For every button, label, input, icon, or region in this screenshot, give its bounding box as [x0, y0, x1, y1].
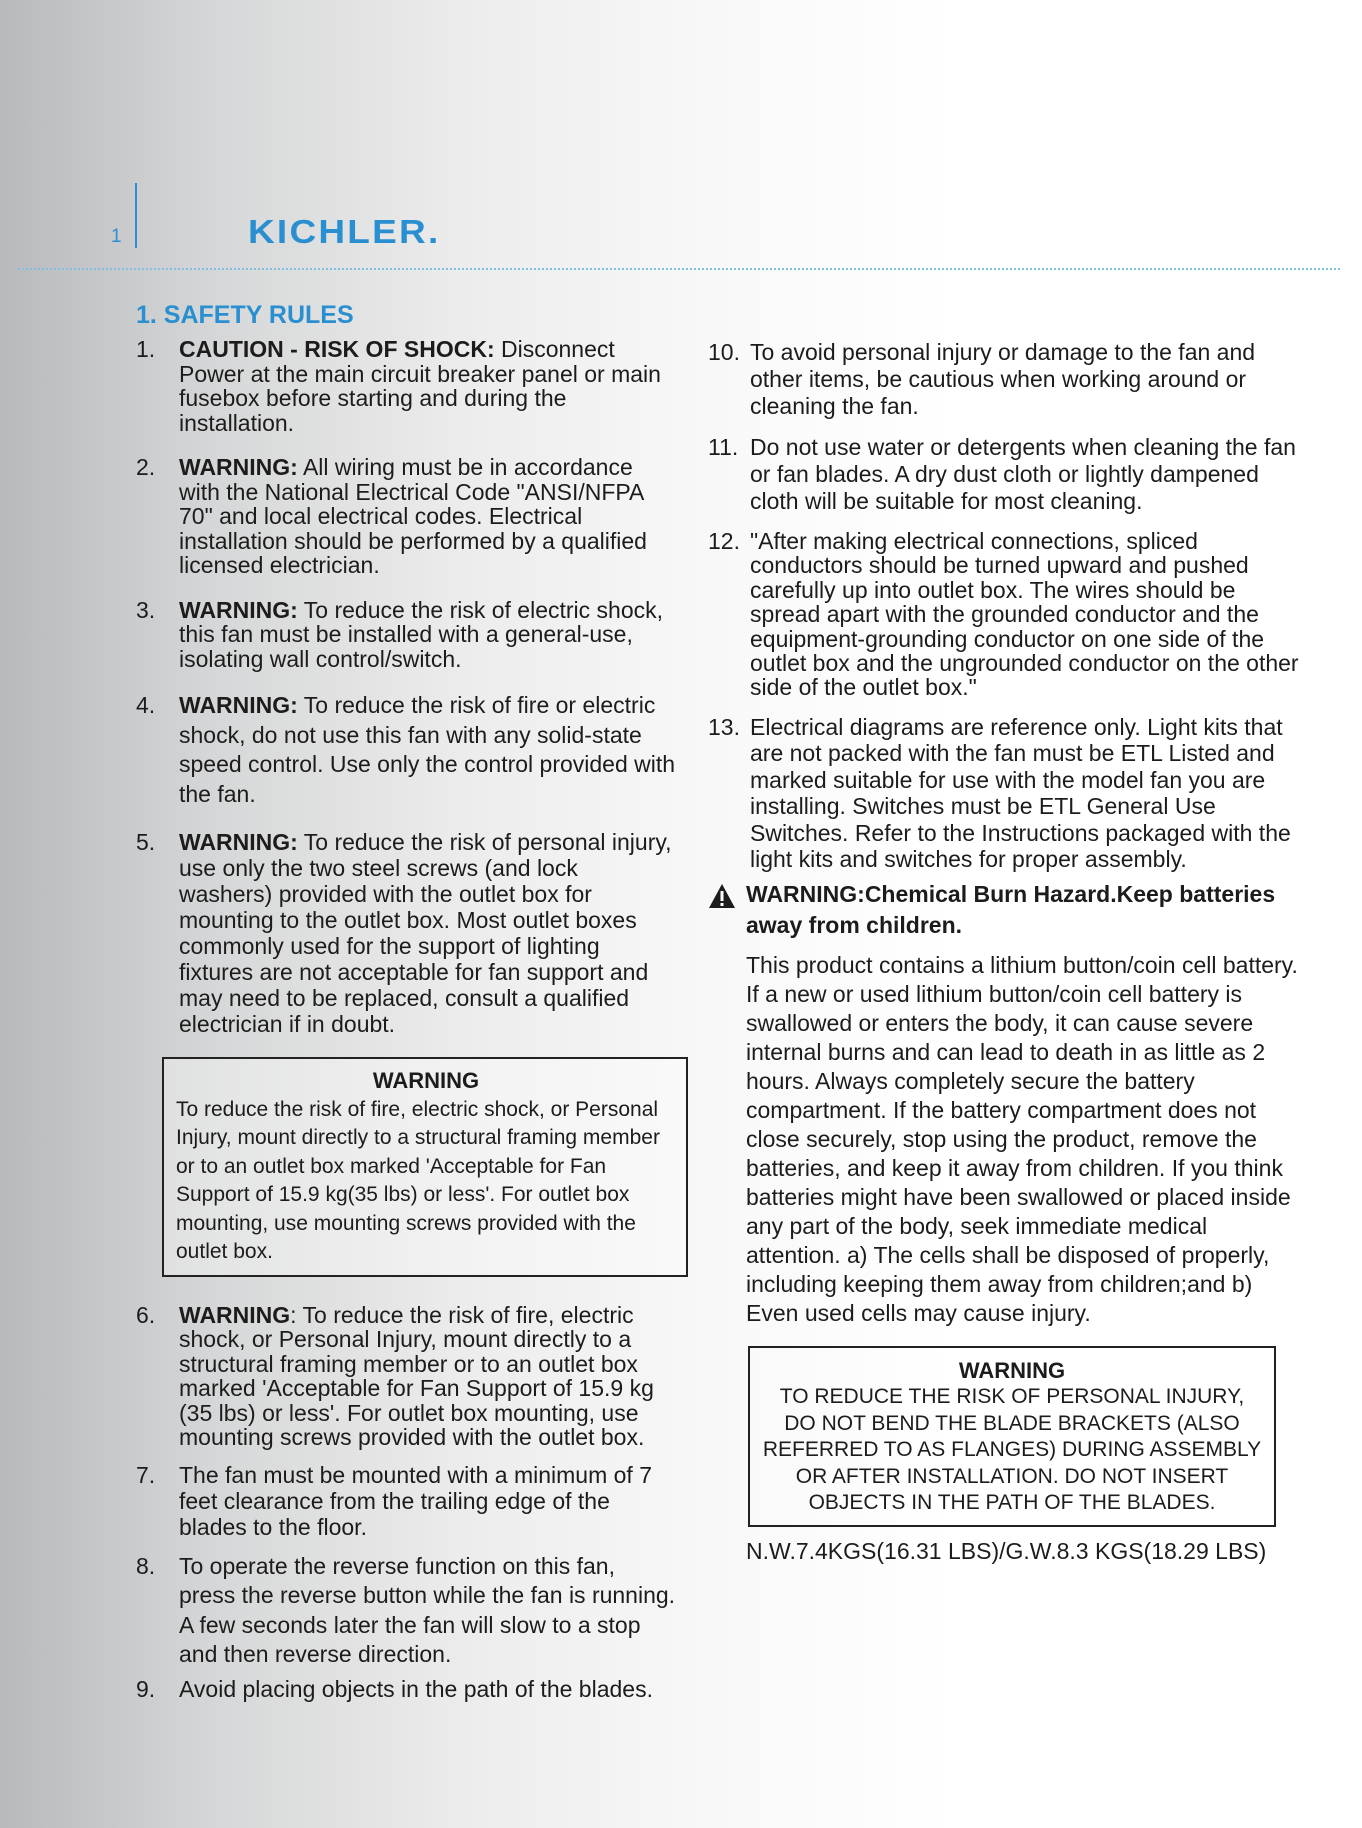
rule-text: Disconnect Power at the main circuit breaker panel or main fusebox before starting and during the installation.	[179, 336, 661, 436]
rule-item	[136, 598, 676, 672]
rule-text: "After making electrical connections, spliced conductors should be turned upward and pushed carefully up into outlet box. The wires should be spread apart with the grounded conductor and the equipment-grounding conductor on one side of the outlet box and the ungrounded conductor on the other side of the outlet box."	[750, 528, 1299, 701]
rule-item	[136, 1552, 676, 1670]
rule-number: 11.	[708, 434, 739, 460]
rule-text: To reduce the risk of personal injury, use only the two steel screws (and lock washers) provided with the outlet box for mounting to the outlet box. Most outlet boxes commonly used for the support of lighting fixtures are not acceptable for fan support and may need to be replaced, consult a qualified electrician if in doubt.	[179, 829, 672, 1037]
rule-item	[136, 455, 676, 578]
rule-number: 10.	[708, 339, 740, 365]
rule-number: 6.	[136, 1301, 156, 1328]
page-number: 1	[111, 226, 122, 247]
warning-box-text: TO REDUCE THE RISK OF PERSONAL INJURY, DO NOT BEND THE BLADE BRACKETS (ALSO REFERRED TO AS FLANGES) DURING ASSEMBLY OR AFTER INSTALLATION. DO NOT INSERT OBJECTS IN THE PATH OF THE BLADES.	[762, 1385, 1262, 1515]
rule-text: Avoid placing objects in the path of the blades.	[179, 1675, 653, 1702]
left-column	[136, 337, 676, 1723]
right-column	[708, 339, 1308, 1563]
rule-item	[136, 691, 676, 809]
brand-logo: KICHLER.	[248, 213, 441, 250]
rule-lead: WARNING	[179, 1301, 291, 1328]
rule-number: 3.	[136, 596, 156, 623]
rule-item	[708, 529, 1308, 700]
rule-item	[136, 1462, 676, 1540]
dotted-separator	[18, 268, 1340, 270]
rule-number: 12.	[708, 528, 740, 554]
rule-lead: WARNING:	[179, 596, 298, 623]
section-title: 1. SAFETY RULES	[136, 301, 354, 329]
rule-number: 2.	[136, 454, 156, 480]
rule-number: 9.	[136, 1675, 156, 1702]
rule-item	[708, 339, 1308, 420]
rule-item	[136, 829, 676, 1037]
rule-item	[708, 434, 1308, 515]
rule-item	[136, 337, 676, 435]
rule-item	[708, 714, 1308, 873]
rule-number: 7.	[136, 1461, 156, 1488]
battery-warning-title: WARNING:Chemical Burn Hazard.Keep batteries away from children.	[746, 880, 1276, 938]
rule-text: All wiring must be in accordance with the National Electrical Code "ANSI/NFPA 70" and local electrical codes. Electrical installation should be performed by a qualified licensed electrician.	[179, 454, 647, 578]
warning-triangle-icon	[708, 883, 736, 909]
rule-text: Electrical diagrams are reference only. Light kits that are not packed with the fan must be ETL Listed and marked suitable for use with the model fan you are installing. Switches must be ETL General Use Switches. Refer to the Instructions packaged with the light kits and switches for proper assembly.	[750, 713, 1291, 873]
rule-number: 1.	[136, 336, 156, 362]
header-divider	[135, 183, 137, 248]
rule-text: Do not use water or detergents when cleaning the fan or fan blades. A dry dust cloth or lightly dampened cloth will be suitable for most cleaning.	[750, 434, 1296, 514]
rule-item	[136, 1303, 676, 1450]
rule-lead: CAUTION - RISK OF SHOCK:	[179, 336, 495, 362]
warning-box-text: To reduce the risk of fire, electric shock, or Personal Injury, mount directly to a structural framing member or to an outlet box marked 'Acceptable for Fan Support of 15.9 kg(35 lbs) or less'. For outlet box mounting, use mounting screws provided with the outlet box.	[176, 1097, 660, 1263]
battery-warning-text: This product contains a lithium button/coin cell battery. If a new or used lithium button/coin cell battery is swallowed or enters the body, it can cause severe internal burns and can lead to death in as little as 2 hours. Always completely secure the battery compartment. If the battery compartment does not close securely, stop using the product, remove the batteries, and keep it away from children. If you think batteries might have been swallowed or placed inside any part of the body, seek immediate medical attention. a) The cells shall be disposed of properly, including keeping them away from children;and b) Even used cells may cause injury.	[746, 951, 1298, 1326]
rule-number: 5.	[136, 829, 156, 855]
rule-lead: WARNING:	[179, 454, 298, 480]
warning-box-fan-support	[162, 1057, 688, 1277]
rule-text: To reduce the risk of fire or electric shock, do not use this fan with any solid-state speed control. Use only the control provided with the fan.	[179, 692, 676, 807]
weight-spec: N.W.7.4KGS(16.31 LBS)/G.W.8.3 KGS(18.29 LBS)	[746, 1537, 1267, 1564]
rule-number: 4.	[136, 692, 156, 718]
rule-lead: WARNING:	[179, 692, 298, 718]
rule-number: 8.	[136, 1552, 156, 1579]
rule-lead: WARNING:	[179, 829, 298, 855]
rule-text: To reduce the risk of electric shock, this fan must be installed with a general-use, isolating wall control/switch.	[179, 596, 664, 672]
rule-number: 13.	[708, 713, 740, 740]
rule-text: To operate the reverse function on this fan, press the reverse button while the fan is running. A few seconds later the fan will slow to a stop and then reverse direction.	[179, 1552, 676, 1667]
rule-text: The fan must be mounted with a minimum of 7 feet clearance from the trailing edge of the blades to the floor.	[179, 1461, 652, 1540]
rule-item	[136, 1676, 676, 1703]
rule-text: : To reduce the risk of fire, electric shock, or Personal Injury, mount directly to a structural framing member or to an outlet box marked 'Acceptable for Fan Support of 15.9 kg (35 lbs) or less'. For outlet box mounting, use mounting screws provided with the outlet box.	[179, 1301, 654, 1450]
battery-warning-heading	[708, 879, 1308, 941]
warning-box-blades	[748, 1346, 1276, 1527]
warning-box-title: WARNING	[958, 1357, 1066, 1383]
rule-text: To avoid personal injury or damage to the fan and other items, be cautious when working around or cleaning the fan.	[750, 339, 1256, 419]
warning-box-title: WARNING	[372, 1068, 480, 1093]
